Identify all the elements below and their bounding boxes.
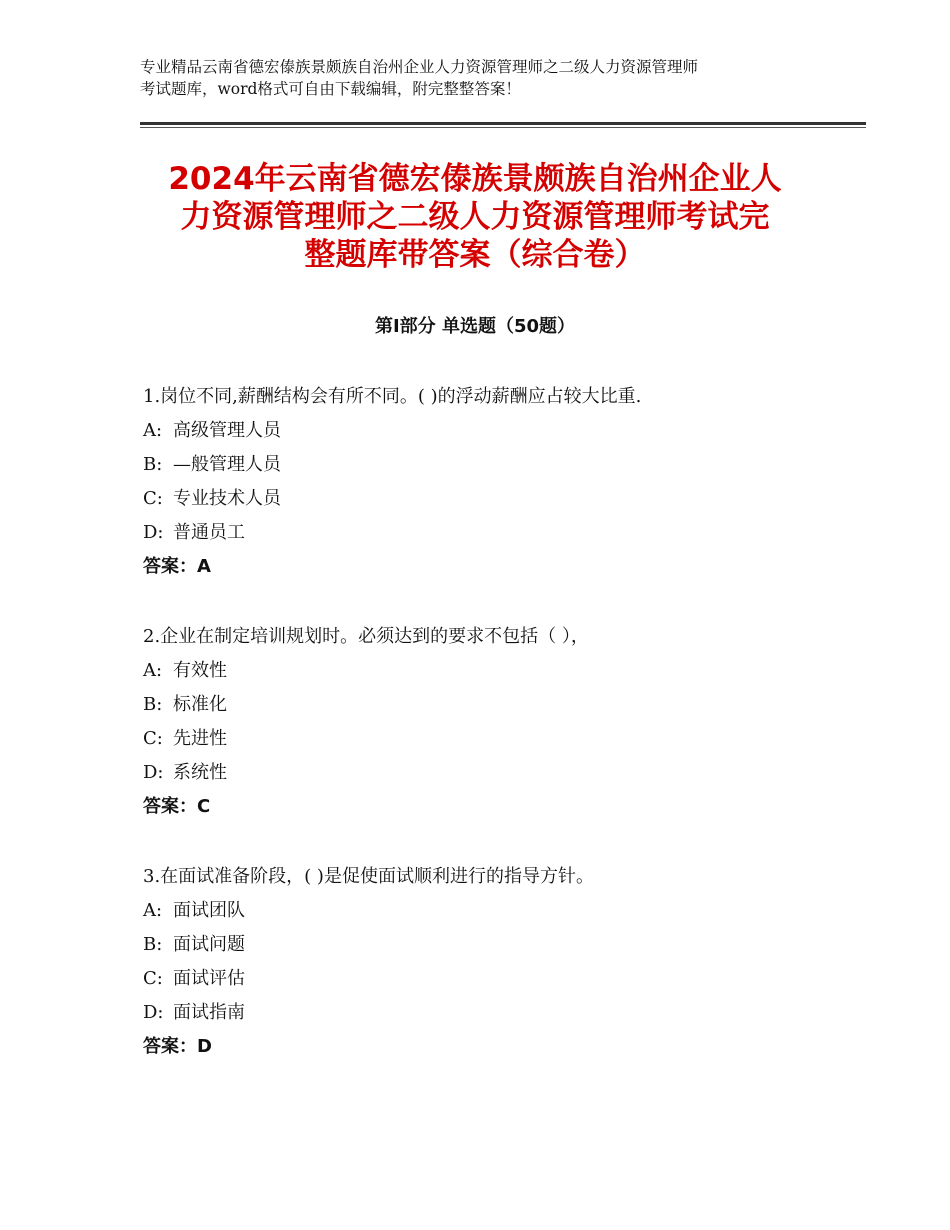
option-letter: B: (143, 694, 163, 715)
option-b (143, 448, 863, 482)
option-text: 有效性 (173, 660, 227, 681)
option-letter: B: (143, 454, 163, 475)
header-divider-thick (140, 122, 866, 125)
answer-label: 答案：A (143, 556, 211, 577)
option-d (143, 996, 863, 1030)
option-a (143, 414, 863, 448)
document-title (110, 160, 840, 274)
option-text: 专业技术人员 (173, 488, 281, 509)
header-note (140, 56, 830, 100)
option-b (143, 928, 863, 962)
option-text: 高级管理人员 (173, 420, 281, 441)
section-title: 第Ⅰ部分 单选题（50题） (374, 316, 575, 337)
option-b (143, 688, 863, 722)
question-3 (143, 860, 863, 1064)
option-text: 标准化 (173, 694, 227, 715)
option-letter: D: (143, 522, 164, 543)
header-note-line-2: 考试题库，word格式可自由下载编辑，附完整整答案！ (140, 80, 521, 98)
option-letter: C: (143, 728, 163, 749)
option-text: 面试问题 (173, 934, 245, 955)
option-letter: A: (143, 660, 163, 681)
option-a (143, 654, 863, 688)
option-letter: D: (143, 762, 164, 783)
header-divider-thin (140, 127, 866, 128)
option-c (143, 482, 863, 516)
answer-label: 答案：C (143, 796, 211, 817)
option-c (143, 962, 863, 996)
document-title-line-2: 力资源管理师之二级人力资源管理师考试完 (180, 199, 770, 235)
option-letter: A: (143, 420, 163, 441)
option-text: 面试指南 (173, 1002, 245, 1023)
document-title-line-1: 2024年云南省德宏傣族景颇族自治州企业人 (168, 161, 782, 197)
option-text: 面试团队 (173, 900, 245, 921)
option-text: 普通员工 (173, 522, 245, 543)
option-d (143, 516, 863, 550)
question-list (143, 380, 863, 1100)
document-title-line-3: 整题库带答案（综合卷） (304, 237, 646, 273)
option-text: 面试评估 (173, 968, 245, 989)
question-stem: 2.企业在制定培训规划时。必须达到的要求不包括（ ）， (143, 626, 589, 647)
option-letter: B: (143, 934, 163, 955)
option-letter: D: (143, 1002, 164, 1023)
option-d (143, 756, 863, 790)
question-stem: 3.在面试准备阶段，( )是促使面试顺利进行的指导方针。 (143, 866, 594, 887)
answer-label: 答案：D (143, 1036, 212, 1057)
option-text: —般管理人员 (173, 454, 281, 475)
option-text: 系统性 (173, 762, 227, 783)
question-1 (143, 380, 863, 584)
question-2 (143, 620, 863, 824)
option-c (143, 722, 863, 756)
option-a (143, 894, 863, 928)
option-letter: A: (143, 900, 163, 921)
option-letter: C: (143, 968, 163, 989)
question-stem: 1.岗位不同,薪酬结构会有所不同。( )的浮动薪酬应占较大比重. (143, 386, 642, 407)
option-text: 先进性 (173, 728, 227, 749)
option-letter: C: (143, 488, 163, 509)
header-note-line-1: 专业精品云南省德宏傣族景颇族自治州企业人力资源管理师之二级人力资源管理师 (140, 58, 699, 76)
